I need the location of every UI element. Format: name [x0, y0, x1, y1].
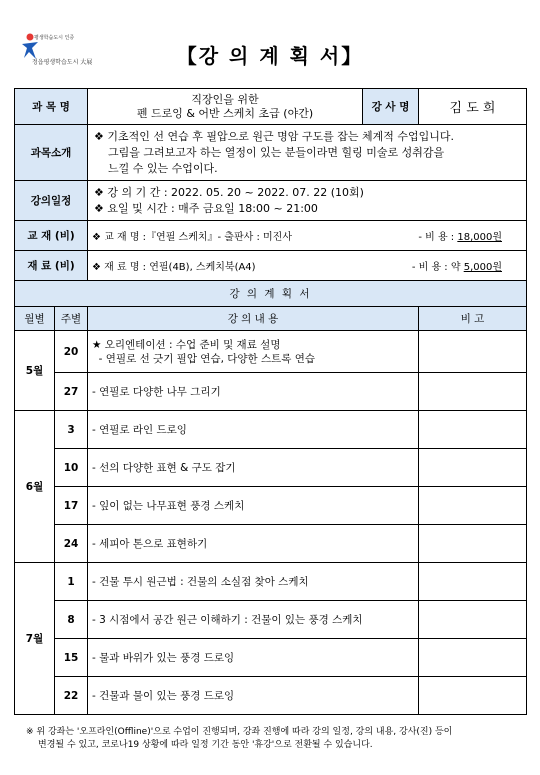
lesson-content: - 선의 다양한 표현 & 구도 잡기 — [88, 449, 419, 487]
page-title: 【강 의 계 획 서】 — [176, 44, 364, 68]
textbook-name: 교 재 명 :『연필 스케치』- 출판사 : 미진사 — [104, 232, 292, 243]
plan-table — [14, 88, 527, 715]
note-cell — [419, 601, 527, 639]
plan-section-title: 강 의 계 획 서 — [15, 281, 527, 307]
week-number: 10 — [55, 449, 88, 487]
materials-cost: - 비 용 : 약 5,000원 — [411, 262, 502, 273]
note-cell — [419, 487, 527, 525]
col-note-header: 비 고 — [419, 307, 527, 331]
lesson-content: - 3 시점에서 공간 원근 이해하기 : 건물이 있는 풍경 스케치 — [88, 601, 419, 639]
lesson-content: - 세피아 톤으로 표현하기 — [88, 525, 419, 563]
schedule-line: ❖ 요일 및 시간 : 매주 금요일 18:00 ~ 21:00 — [94, 201, 318, 215]
textbook-cost: - 비 용 : 18,000원 — [418, 232, 502, 243]
note-cell — [419, 639, 527, 677]
week-number: 20 — [55, 331, 88, 373]
summary-line: 그림을 그려보고자 하는 열정이 있는 분들이라면 힐링 미술로 성취감을 — [108, 145, 445, 159]
note-cell — [419, 373, 527, 411]
materials-info: ❖ 재 료 명 : 연필(4B), 스케치북(A4) - 비 용 : 약 5,000원 — [88, 251, 527, 281]
lesson-content: - 연필로 라인 드로잉 — [88, 411, 419, 449]
textbook-label: 교 재 (비) — [15, 221, 88, 251]
month-may: 5월 — [15, 331, 55, 411]
week-number: 27 — [55, 373, 88, 411]
week-number: 1 — [55, 563, 88, 601]
schedule-label: 강의일정 — [15, 181, 88, 221]
week-number: 15 — [55, 639, 88, 677]
lesson-content: - 잎이 없는 나무표현 풍경 스케치 — [88, 487, 419, 525]
week-number: 3 — [55, 411, 88, 449]
logo-bottom-text: 정읍평생학습도시 大展 — [32, 59, 93, 66]
schedule-text — [88, 181, 527, 221]
week-number: 22 — [55, 677, 88, 715]
month-july: 7월 — [15, 563, 55, 715]
lesson-content: - 건물과 물이 있는 풍경 드로잉 — [88, 677, 419, 715]
note-cell — [419, 449, 527, 487]
note-cell — [419, 677, 527, 715]
week-number: 8 — [55, 601, 88, 639]
course-name-line1: 직장인을 위한 — [191, 92, 259, 106]
note-cell — [419, 331, 527, 373]
instructor-name: 김 도 희 — [419, 89, 527, 125]
note-cell — [419, 525, 527, 563]
schedule-line: ❖ 강 의 기 간 : 2022. 05. 20 ~ 2022. 07. 22 (10회) — [94, 185, 364, 199]
lesson-content: - 물과 바위가 있는 풍경 드로잉 — [88, 639, 419, 677]
week-number: 17 — [55, 487, 88, 525]
month-june: 6월 — [15, 411, 55, 563]
materials-label: 재 료 (비) — [15, 251, 88, 281]
logo-top-text: 평생학습도시 인증 — [34, 35, 75, 41]
note-cell — [419, 563, 527, 601]
lesson-content: - 연필로 다양한 나무 그리기 — [88, 373, 419, 411]
col-content-header: 강 의 내 용 — [88, 307, 419, 331]
course-name — [88, 89, 363, 125]
footnote-line2: 변경될 수 있고, 코로나19 상황에 따라 일정 기간 동안 '휴강'으로 전환될 수 있습니다. — [38, 740, 373, 750]
footnote-line1: ※ 위 강좌는 '오프라인(Offline)'으로 수업이 진행되며, 강좌 진행에 따라 강의 일정, 강의 내용, 강사(진) 등이 — [26, 727, 453, 737]
lesson-content: ★ 오리엔테이션 : 수업 준비 및 재료 설명 - 연필로 선 긋기 필압 연습, 다양한 스트록 연습 — [88, 331, 419, 373]
summary-label: 과목소개 — [15, 125, 88, 181]
summary-line: ❖ 기초적인 선 연습 후 필압으로 원근 명암 구도를 잡는 체계적 수업입니다. — [94, 129, 454, 143]
col-week-header: 주별 — [55, 307, 88, 331]
instructor-label: 강 사 명 — [363, 89, 419, 125]
course-label: 과 목 명 — [15, 89, 88, 125]
summary-line: 느낄 수 있는 수업이다. — [108, 161, 218, 175]
summary-text — [88, 125, 527, 181]
footnote — [26, 726, 516, 752]
materials-name: 재 료 명 : 연필(4B), 스케치북(A4) — [104, 262, 256, 273]
textbook-info: ❖ 교 재 명 :『연필 스케치』- 출판사 : 미진사 - 비 용 : 18,000원 — [88, 221, 527, 251]
note-cell — [419, 411, 527, 449]
week-number: 24 — [55, 525, 88, 563]
course-name-line2: 펜 드로잉 & 어반 스케치 초급 (야간) — [136, 106, 314, 120]
lesson-content: - 건물 투시 원근법 : 건물의 소실점 찾아 스케치 — [88, 563, 419, 601]
col-month-header: 월별 — [15, 307, 55, 331]
